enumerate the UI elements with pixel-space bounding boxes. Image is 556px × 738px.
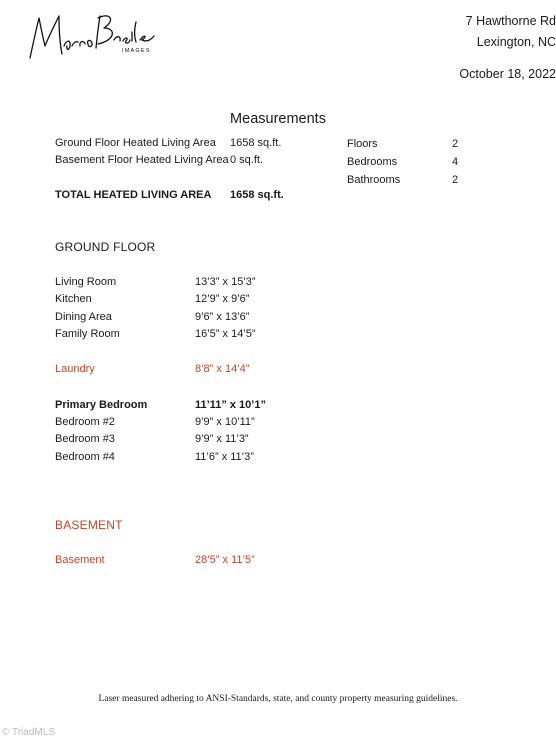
stat-label-floors: Floors bbox=[347, 138, 378, 150]
page-title: Measurements bbox=[230, 111, 326, 127]
room-dimensions-primary-bedroom: 11’11” x 10’1” bbox=[195, 399, 266, 411]
watermark: © TriadMLS bbox=[2, 727, 55, 738]
logo bbox=[24, 6, 164, 68]
room-name: Bedroom #4 bbox=[55, 451, 115, 463]
room-dimensions-laundry: 8’8” x 14’4” bbox=[195, 363, 250, 375]
ground-area-value: 1658 sq.ft. bbox=[230, 137, 282, 149]
total-area-label: TOTAL HEATED LIVING AREA bbox=[55, 189, 212, 201]
address-line-2: Lexington, NC bbox=[476, 35, 556, 49]
room-name-laundry: Laundry bbox=[55, 363, 95, 375]
room-dimensions: 13’3” x 15’3” bbox=[195, 276, 256, 288]
stat-label-bedrooms: Bedrooms bbox=[347, 156, 398, 168]
ground-floor-heading: GROUND FLOOR bbox=[55, 240, 156, 254]
room-dimensions: 9’9” x 11’3” bbox=[195, 433, 249, 445]
stat-value-bathrooms: 2 bbox=[452, 174, 459, 186]
stat-label-bathrooms: Bathrooms bbox=[347, 174, 401, 186]
room-name: Bedroom #2 bbox=[55, 416, 115, 428]
basement-heading: BASEMENT bbox=[55, 518, 123, 532]
report-date: October 18, 2022 bbox=[459, 67, 556, 81]
room-name: Living Room bbox=[55, 276, 117, 288]
basement-area-value: 0 sq.ft. bbox=[230, 154, 264, 166]
room-name-primary-bedroom: Primary Bedroom bbox=[55, 399, 148, 411]
room-dimensions: 16’5” x 14’5” bbox=[195, 328, 256, 340]
logo-signature bbox=[24, 6, 164, 68]
total-area-value: 1658 sq.ft. bbox=[230, 189, 284, 201]
room-dimensions-basement: 28’5” x 11’5” bbox=[195, 554, 255, 566]
room-dimensions: 11’6” x 11’3” bbox=[195, 451, 254, 463]
room-dimensions: 9’6” x 13’6” bbox=[195, 311, 250, 323]
room-dimensions: 9’9” x 10’11” bbox=[195, 416, 255, 428]
stat-value-bedrooms: 4 bbox=[452, 156, 459, 168]
room-name: Kitchen bbox=[55, 293, 92, 305]
footer-note: Laser measured adhering to ANSI-Standards, state, and county property measuring guidelines. bbox=[98, 694, 458, 704]
stat-value-floors: 2 bbox=[452, 138, 459, 150]
room-name: Bedroom #3 bbox=[55, 433, 115, 445]
room-dimensions: 12’9” x 9’6” bbox=[195, 293, 250, 305]
logo-subtitle: IMAGES bbox=[122, 48, 151, 54]
ground-area-label: Ground Floor Heated Living Area bbox=[55, 137, 216, 149]
room-name-basement: Basement bbox=[55, 554, 105, 566]
room-name: Dining Area bbox=[55, 311, 112, 323]
address-line-1: 7 Hawthorne Rd bbox=[465, 14, 556, 28]
room-name: Family Room bbox=[55, 328, 120, 340]
basement-area-label: Basement Floor Heated Living Area bbox=[55, 154, 229, 166]
